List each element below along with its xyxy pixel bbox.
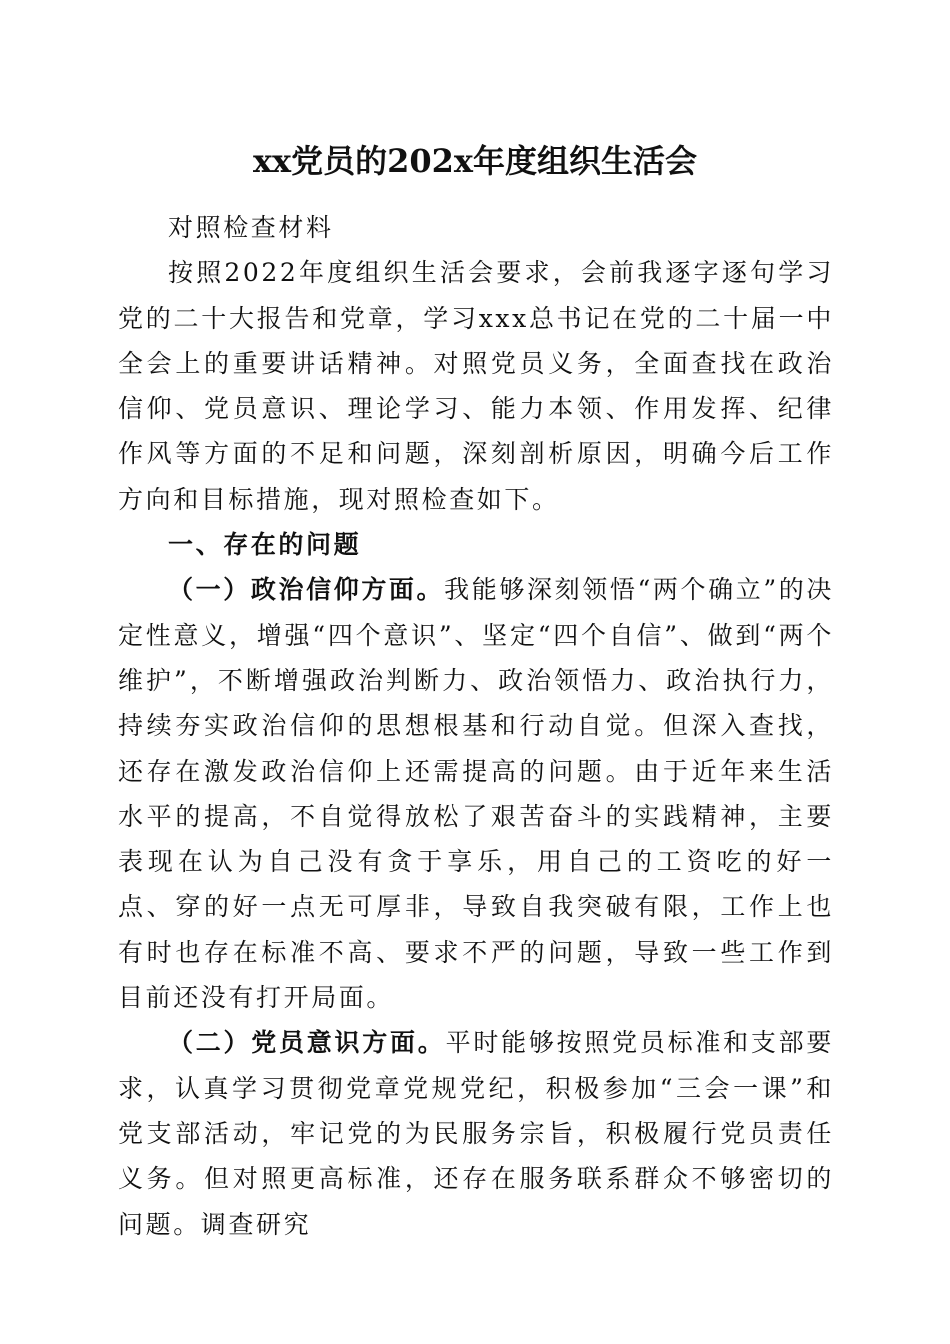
paragraph-text: 我能够深刻领悟“两个确立”的决定性意义，增强“四个意识”、坚定“四个自信”、做到“两个维护”，不断增强政治判断力、政治领悟力、政治执行力，持续夯实政治信仰的思想根基和行动自觉。但深入查找，还存在激发政治信仰上还需提高的问题。由于近年来生活水平的提高，不自觉得放松了艰苦奋斗的实践精神，主要表现在认为自己没有贪于享乐，用自己的工资吃的好一点、穿的好一点无可厚非，导致自我突破有限，工作上也有时也存在标准不高、要求不严的问题，导致一些工作到目前还没有打开局面。: [118, 575, 834, 1013]
subtitle: 对照检查材料: [168, 213, 334, 242]
document-title: xx党员的202x年度组织生活会: [252, 142, 698, 180]
section-heading: 一、存在的问题: [168, 530, 362, 560]
paragraph-text: 平时能够按照党员标准和支部要求，认真学习贯彻党章党规党纪，积极参加“三会一课”和党支部活动，牢记党的为民服务宗旨，积极履行党员责任义务。但对照更高标准，还存在服务联系群众不够密切的问题。调查研究: [118, 1028, 834, 1239]
paragraph-political-belief: [118, 567, 834, 1020]
paragraph-lead: （二）党员意识方面。: [168, 1028, 446, 1058]
intro-paragraph: 按照2022年度组织生活会要求，会前我逐字逐句学习党的二十大报告和党章，学习xxx总书记在党的二十届一中全会上的重要讲话精神。对照党员义务，全面查找在政治信仰、党员意识、理论学习、能力本领、作用发挥、纪律作风等方面的不足和问题，深刻剖析原因，明确今后工作方向和目标措施，现对照检查如下。: [118, 258, 834, 514]
paragraph-lead: （一）政治信仰方面。: [168, 575, 445, 605]
document-body: [118, 205, 834, 1247]
paragraph-party-awareness: [118, 1020, 834, 1246]
